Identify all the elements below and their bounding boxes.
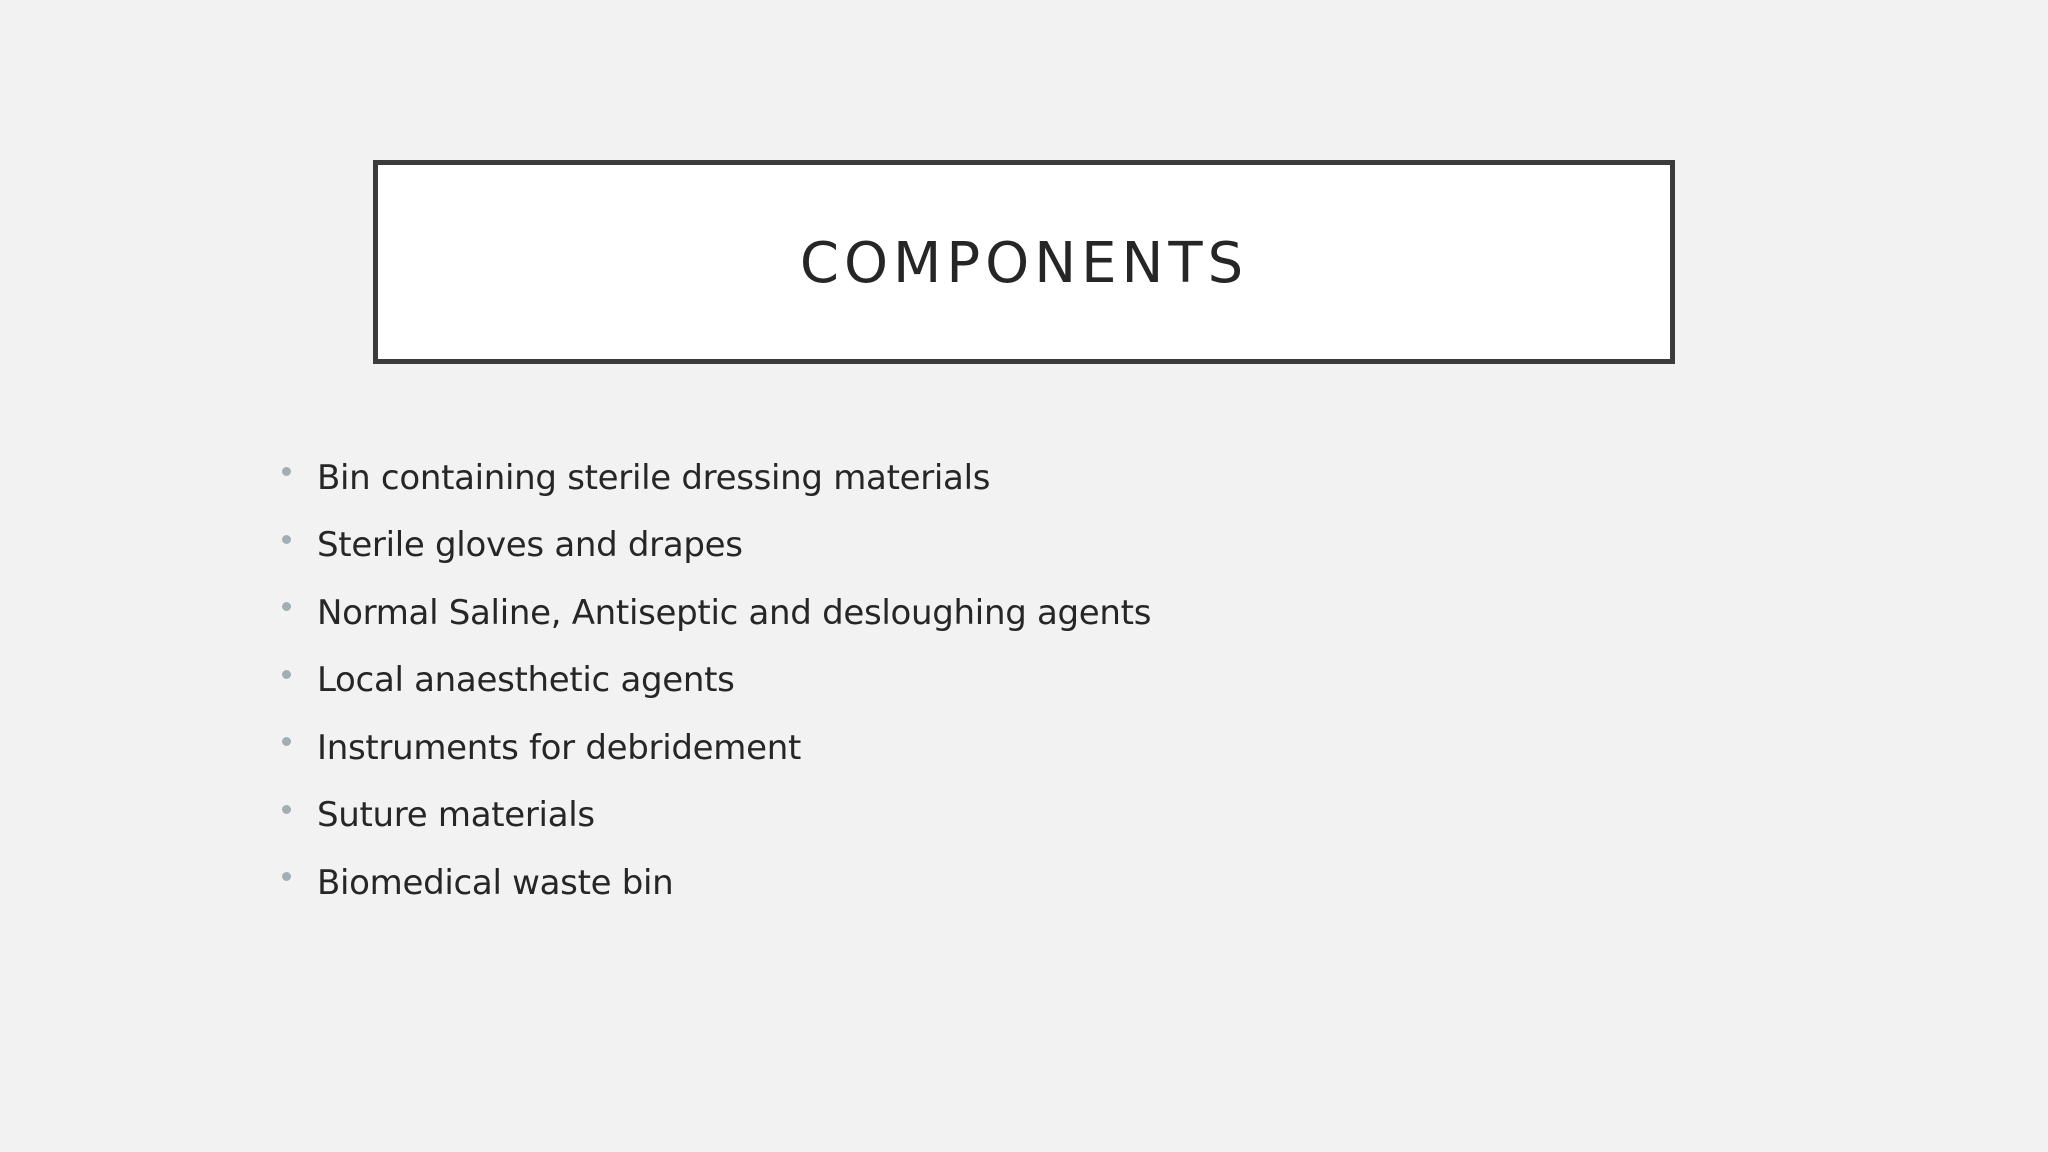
list-item bbox=[280, 782, 1151, 850]
list-item bbox=[280, 444, 1151, 512]
list-item-text: Sterile gloves and drapes bbox=[317, 525, 743, 566]
bullet-icon bbox=[282, 467, 291, 476]
list-item bbox=[280, 647, 1151, 715]
bullet-icon bbox=[282, 670, 291, 679]
list-item-text: Local anaesthetic agents bbox=[317, 660, 735, 701]
list-item-text: Biomedical waste bin bbox=[317, 862, 674, 903]
slide-title: COMPONENTS bbox=[799, 230, 1249, 296]
list-item-text: Suture materials bbox=[317, 795, 595, 836]
list-item bbox=[280, 579, 1151, 647]
bullet-icon bbox=[282, 872, 291, 881]
list-item bbox=[280, 512, 1151, 580]
bullet-icon bbox=[282, 737, 291, 746]
list-item bbox=[280, 849, 1151, 917]
list-item-text: Normal Saline, Antiseptic and desloughing agents bbox=[317, 592, 1152, 633]
bullet-icon bbox=[282, 805, 291, 814]
list-item bbox=[280, 714, 1151, 782]
list-item-text: Instruments for debridement bbox=[317, 727, 801, 768]
bullet-icon bbox=[282, 535, 291, 544]
bullet-list bbox=[280, 444, 1151, 917]
list-item-text: Bin containing sterile dressing materials bbox=[317, 457, 991, 498]
bullet-icon bbox=[282, 602, 291, 611]
title-box bbox=[373, 160, 1675, 364]
